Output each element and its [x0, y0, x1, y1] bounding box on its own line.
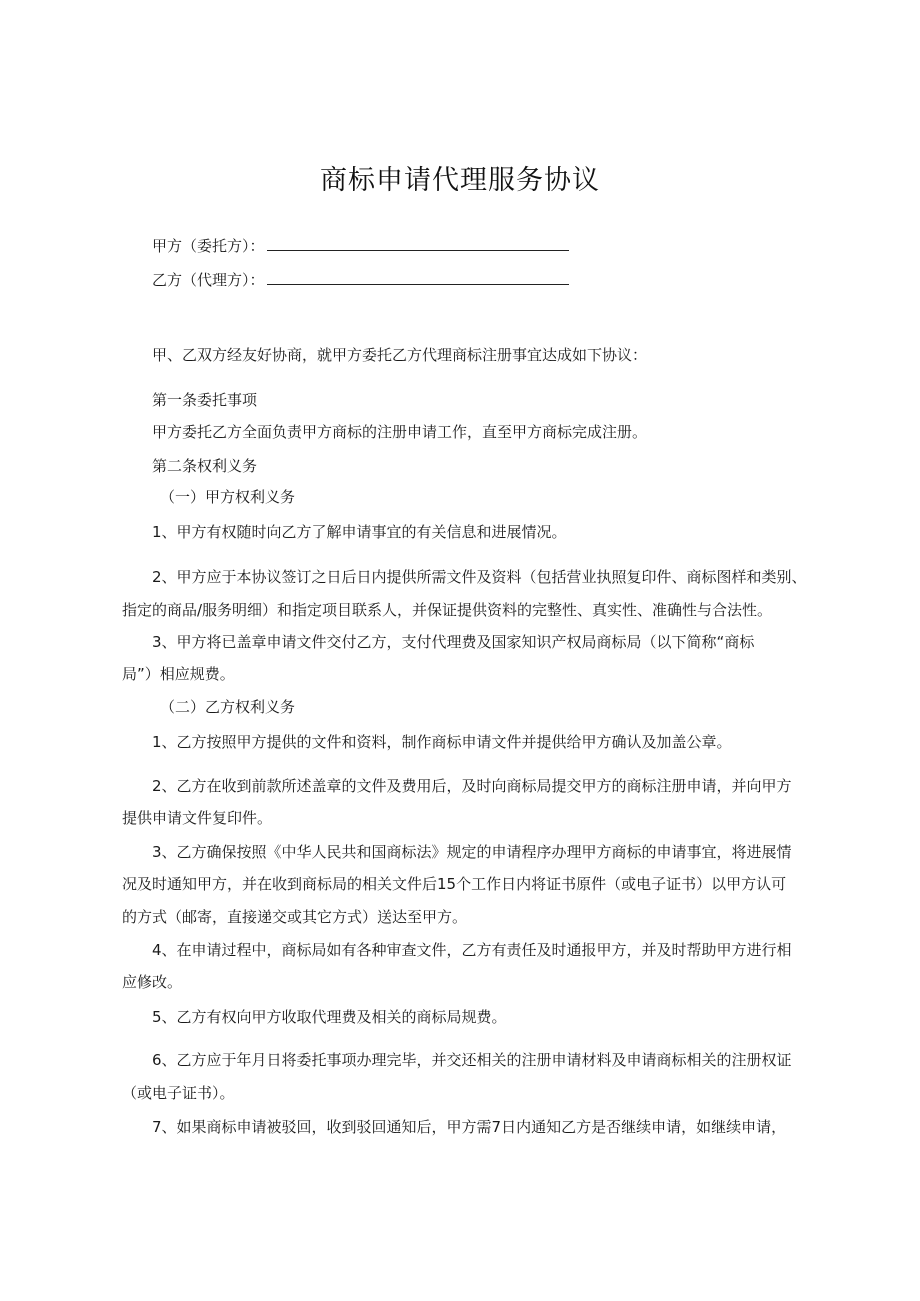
clause-a3-line-2: 局”）相应规费。	[122, 665, 235, 683]
clause-a2-line-1: 2、甲方应于本协议签订之日后日内提供所需文件及资料（包括营业执照复印件、商标图样和类别、	[152, 568, 807, 586]
party-b-label: 乙方（代理方）：	[152, 271, 265, 289]
clause-a1: 1、甲方有权随时向乙方了解申请事宜的有关信息和进展情况。	[152, 523, 567, 541]
party-b-row	[152, 270, 569, 290]
party-a-row	[152, 236, 569, 256]
clause-b6-line-2: （或电子证书）。	[122, 1084, 235, 1102]
clause-b2-line-1: 2、乙方在收到前款所述盖章的文件及费用后，及时向商标局提交甲方的商标注册申请，并向甲方	[152, 777, 792, 795]
clause-b3-line-3: 的方式（邮寄，直接递交或其它方式）送达至甲方。	[122, 908, 468, 926]
section-2-heading: （二）乙方权利义务	[160, 698, 296, 716]
clause-b2-line-2: 提供申请文件复印件。	[122, 809, 273, 827]
clause-b5: 5、乙方有权向甲方收取代理费及相关的商标局规费。	[152, 1008, 507, 1026]
clause-b3-line-1: 3、乙方确保按照《中华人民共和国商标法》规定的申请程序办理甲方商标的申请事宜，将进展情	[152, 843, 792, 861]
clause-b4-line-1: 4、在申请过程中，商标局如有各种审查文件，乙方有责任及时通报甲方，并及时帮助甲方进行相	[152, 941, 792, 959]
clause-b7-line-1: 7、如果商标申请被驳回，收到驳回通知后，甲方需7日内通知乙方是否继续申请，如继续申请，	[152, 1118, 787, 1136]
article-2-heading: 第二条权利义务	[152, 457, 258, 475]
document-title: 商标申请代理服务协议	[320, 165, 600, 196]
clause-b6-line-1: 6、乙方应于年月日将委托事项办理完毕，并交还相关的注册申请材料及申请商标相关的注册权证	[152, 1051, 792, 1069]
clause-b3-line-2: 况及时通知甲方，并在收到商标局的相关文件后15个工作日内将证书原件（或电子证书）以甲方认可	[122, 875, 787, 893]
clause-a3-line-1: 3、甲方将已盖章申请文件交付乙方，支付代理费及国家知识产权局商标局（以下简称“商标	[152, 633, 755, 651]
article-1-text: 甲方委托乙方全面负责甲方商标的注册申请工作，直至甲方商标完成注册。	[152, 423, 648, 441]
party-a-label: 甲方（委托方）：	[152, 237, 265, 255]
clause-a2-line-2: 指定的商品/服务明细）和指定项目联系人，并保证提供资料的完整性、真实性、准确性与合法性。	[122, 601, 773, 619]
party-b-blank[interactable]	[267, 270, 569, 285]
clause-b1: 1、乙方按照甲方提供的文件和资料，制作商标申请文件并提供给甲方确认及加盖公章。	[152, 733, 732, 751]
clause-b4-line-2: 应修改。	[122, 973, 183, 991]
article-1-heading: 第一条委托事项	[152, 391, 258, 409]
party-a-blank[interactable]	[267, 236, 569, 251]
section-1-heading: （一）甲方权利义务	[160, 488, 296, 506]
intro-paragraph: 甲、乙双方经友好协商，就甲方委托乙方代理商标注册事宜达成如下协议：	[152, 346, 648, 364]
